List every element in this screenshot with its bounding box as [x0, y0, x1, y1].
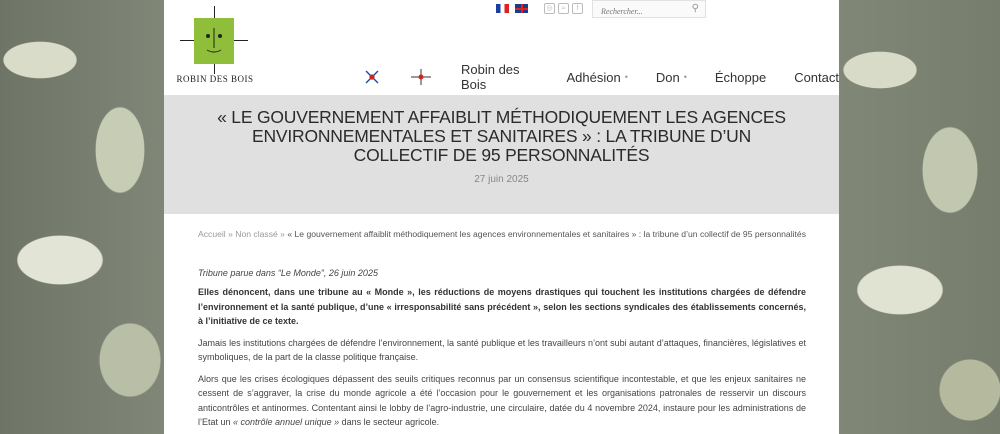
instagram-icon[interactable]: ◎ [544, 3, 555, 14]
dropdown-dot-icon: • [683, 72, 687, 82]
breadcrumb [198, 228, 806, 240]
search-box [592, 0, 706, 18]
breadcrumb-separator: » [280, 229, 285, 239]
article-paragraph: Jamais les institutions chargées de défendre l’environnement, la santé publique et les travailleurs n’ont subi autant d’attaques, financières, législatives et symboliques, de la part de la classe politique française. [198, 337, 806, 362]
page-title: « LE GOUVERNEMENT AFFAIBLIT MÉTHODIQUEMENT LES AGENCES ENVIRONNEMENTALES ET SANITAIRES » : LA TRIBUNE D’UN COLLECTIF DE 95 PERSONNALITÉS [217, 107, 786, 165]
source-note: Tribune parue dans “Le Monde”, 26 juin 2025 [198, 268, 378, 278]
breadcrumb-current: « Le gouvernement affaiblit méthodiquement les agences environnementales et sanitaires » : la tribune d’un collectif de 95 personnalités [287, 229, 806, 239]
logo-face-icon [194, 18, 234, 64]
nav-item-robin-des-bois[interactable]: Robin des Bois [461, 62, 520, 92]
dropdown-dot-icon: • [624, 72, 628, 82]
site-logo[interactable] [170, 4, 254, 86]
article-date: 27 juin 2025 [474, 174, 529, 185]
nav-item-don[interactable]: Don • [655, 69, 687, 85]
network-icon[interactable] [360, 69, 384, 85]
english-flag-icon[interactable] [515, 4, 528, 13]
breadcrumb-separator: » [228, 229, 233, 239]
main-nav [360, 62, 839, 92]
search-icon[interactable]: ⚲ [691, 3, 699, 14]
emphasized-quote: « contrôle annuel unique » [233, 417, 340, 427]
move-arrows-icon[interactable] [409, 69, 433, 85]
nav-item-echoppe[interactable]: Échoppe [714, 69, 767, 85]
title-band [164, 95, 839, 214]
page-container [164, 0, 839, 434]
article-lead: Elles dénoncent, dans une tribune au « Monde », les réductions de moyens drastiques qui touchent les institutions chargées de défendre l’environnement et la santé publique, d’une « irresponsabilité sans précédent », selon les sections syndicales des établissements concernés, à l’initiative de ce texte. [198, 287, 806, 326]
article-content [198, 214, 806, 430]
nav-item-contact[interactable]: Contact [794, 69, 839, 85]
language-switcher [496, 4, 528, 13]
breadcrumb-category-link[interactable]: Non classé [235, 229, 278, 239]
breadcrumb-home-link[interactable]: Accueil [198, 229, 226, 239]
rss-icon[interactable]: ≈ [558, 3, 569, 14]
french-flag-icon[interactable] [496, 4, 509, 13]
article-paragraph: Alors que les crises écologiques dépassent des seuils critiques reconnus par un consensus scientifique incontestable, et que les enjeux sanitaires ne cessent de s’aggraver, la crise du monde agricole a été l’occasion pour le gouvernement et les organisations patronales de resservir un discours anticontrôles et antinormes. Contentant ainsi le lobby de l’agro-industrie, une circulaire, datée du 4 novembre 2024, instaure pour les administrations de l’Etat un « contrôle annuel unique » dans le secteur agricole. [198, 373, 806, 427]
social-links [544, 3, 583, 14]
logo-green-square [194, 18, 234, 64]
search-input[interactable] [593, 5, 689, 19]
facebook-icon[interactable]: f [572, 3, 583, 14]
logo-text: ROBIN DES BOIS [176, 74, 254, 84]
nav-item-adhesion[interactable]: Adhésion • [566, 69, 628, 85]
site-header [164, 0, 839, 95]
